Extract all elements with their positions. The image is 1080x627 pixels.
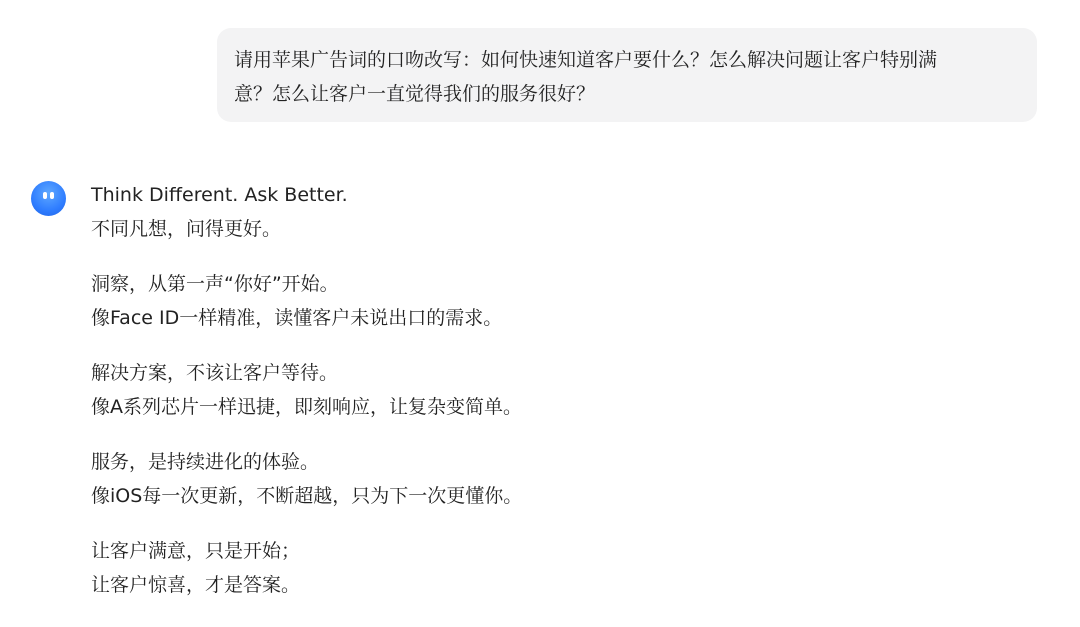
reply-line: Think Different. Ask Better. <box>91 184 348 206</box>
reply-paragraph <box>91 445 991 513</box>
reply-line: 服务，是持续进化的体验。 <box>91 451 320 473</box>
user-message-line: 请用苹果广告词的口吻改写：如何快速知道客户要什么？怎么解决问题让客户特别满 <box>234 49 938 71</box>
reply-paragraph <box>91 178 991 246</box>
reply-paragraph <box>91 267 991 335</box>
user-message-bubble <box>217 28 1037 122</box>
reply-paragraph <box>91 534 991 602</box>
reply-line: 像Face ID一样精准，读懂客户未说出口的需求。 <box>91 307 503 329</box>
reply-line: 解决方案，不该让客户等待。 <box>91 362 339 384</box>
reply-line: 让客户惊喜，才是答案。 <box>91 574 301 596</box>
reply-line: 让客户满意，只是开始； <box>91 540 301 562</box>
assistant-message <box>91 178 991 623</box>
reply-line: 像A系列芯片一样迅捷，即刻响应，让复杂变简单。 <box>91 396 522 418</box>
reply-line: 洞察，从第一声“你好”开始。 <box>91 273 339 295</box>
reply-line: 像iOS每一次更新，不断超越，只为下一次更懂你。 <box>91 485 523 507</box>
assistant-avatar <box>31 181 66 216</box>
reply-paragraph <box>91 356 991 424</box>
user-message-line: 意？怎么让客户一直觉得我们的服务很好？ <box>234 83 596 105</box>
assistant-face-icon <box>31 181 66 216</box>
reply-line: 不同凡想，问得更好。 <box>91 218 282 240</box>
